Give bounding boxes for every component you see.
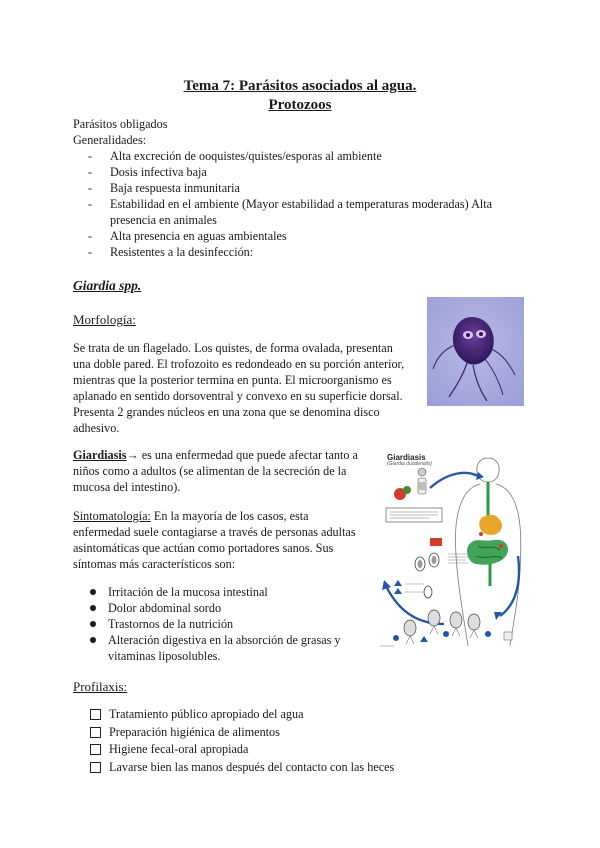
morfologia-heading: Morfología: <box>73 312 136 327</box>
checklist-item-text: Tratamiento público apropiado del agua <box>109 707 304 721</box>
bullet-icon <box>90 621 96 627</box>
diagram-title: Giardiasis <box>387 453 426 462</box>
morfologia-paragraph: Se trata de un flagelado. Los quistes, de forma ovalada, presentan una doble pared. El trofozoito es redondeado en su porción anterior, mientras que la posterior termina en punta. El microorganismo es aplanado en sentido dorsoventral y convexo en su superficie dorsal. Presenta 2 grandes núcleos en una zona que se denomina disco adhesivo. <box>73 341 405 435</box>
diagram-subtitle: (Giardia duodenalis) <box>387 461 433 467</box>
list-item-text: Dolor abdominal sordo <box>108 601 222 615</box>
list-item: - Alta excreción de ooquistes/quistes/esporas al ambiente <box>88 148 508 164</box>
checklist-item <box>90 724 430 742</box>
arrow-icon: → <box>126 448 139 462</box>
intro-line-2: Generalidades: <box>73 133 147 147</box>
checklist-item-text: Lavarse bien las manos después del contacto con las heces <box>109 759 395 774</box>
checklist-item <box>90 706 430 724</box>
profilaxis-heading: Profilaxis: <box>73 679 128 694</box>
intro-line-1: Parásitos obligados <box>73 117 168 131</box>
list-item-text: Trastornos de la nutrición <box>108 617 234 631</box>
symptoms-list <box>90 584 370 664</box>
list-item <box>90 632 370 664</box>
checkbox-icon <box>90 762 101 773</box>
checklist-item-text: Higiene fecal-oral apropiada <box>109 742 249 756</box>
giardiasis-lifecycle-diagram <box>360 446 532 650</box>
sintomatologia-term: Sintomatología: <box>73 509 151 523</box>
page-subtitle: Protozoos <box>268 97 332 113</box>
bullet-icon <box>90 637 96 643</box>
list-item: - Alta presencia en aguas ambientales <box>88 228 508 244</box>
list-item-text: Irritación de la mucosa intestinal <box>108 585 268 599</box>
bullet-icon <box>90 605 96 611</box>
list-item: - Resistentes a la desinfección: <box>88 244 508 260</box>
page-title: Tema 7: Parásitos asociados al agua. <box>183 78 417 94</box>
bullet-icon <box>90 589 96 595</box>
sintomatologia-text: En la mayoría de los casos, esta enfermedad suele contagiarse a través de personas adultas asintomáticas que actúan como portadores sanos. Sus síntomas más característicos son: <box>73 509 356 571</box>
giardiasis-term: Giardiasis <box>73 448 127 462</box>
giardiasis-text: es una enfermedad que puede afectar tanto a niños como a adultos (se alimentan de la secreción de la mucosa del intestino). <box>73 448 358 494</box>
list-item: - Baja respuesta inmunitaria <box>88 180 508 196</box>
list-item <box>90 600 370 616</box>
checkbox-icon <box>90 744 101 755</box>
checklist-item <box>90 741 430 759</box>
giardia-micrograph <box>427 297 524 406</box>
list-item <box>90 584 370 600</box>
list-item <box>90 616 370 632</box>
sintomatologia-paragraph <box>73 508 369 572</box>
profilaxis-checklist <box>90 706 430 776</box>
checkbox-icon <box>90 727 101 738</box>
section-heading-giardia: Giardia spp. <box>73 278 142 293</box>
generalidades-list <box>88 148 508 260</box>
checkbox-icon <box>90 709 101 720</box>
list-item-text: Alteración digestiva en la absorción de grasas y vitaminas liposolubles. <box>108 633 341 663</box>
list-item: - Dosis infectiva baja <box>88 164 508 180</box>
checklist-item <box>90 759 430 777</box>
checklist-item-text: Preparación higiénica de alimentos <box>109 724 280 739</box>
giardiasis-paragraph <box>73 447 361 495</box>
list-item: - Estabilidad en el ambiente (Mayor estabilidad a temperaturas moderadas) Alta presencia en animales <box>88 196 508 228</box>
